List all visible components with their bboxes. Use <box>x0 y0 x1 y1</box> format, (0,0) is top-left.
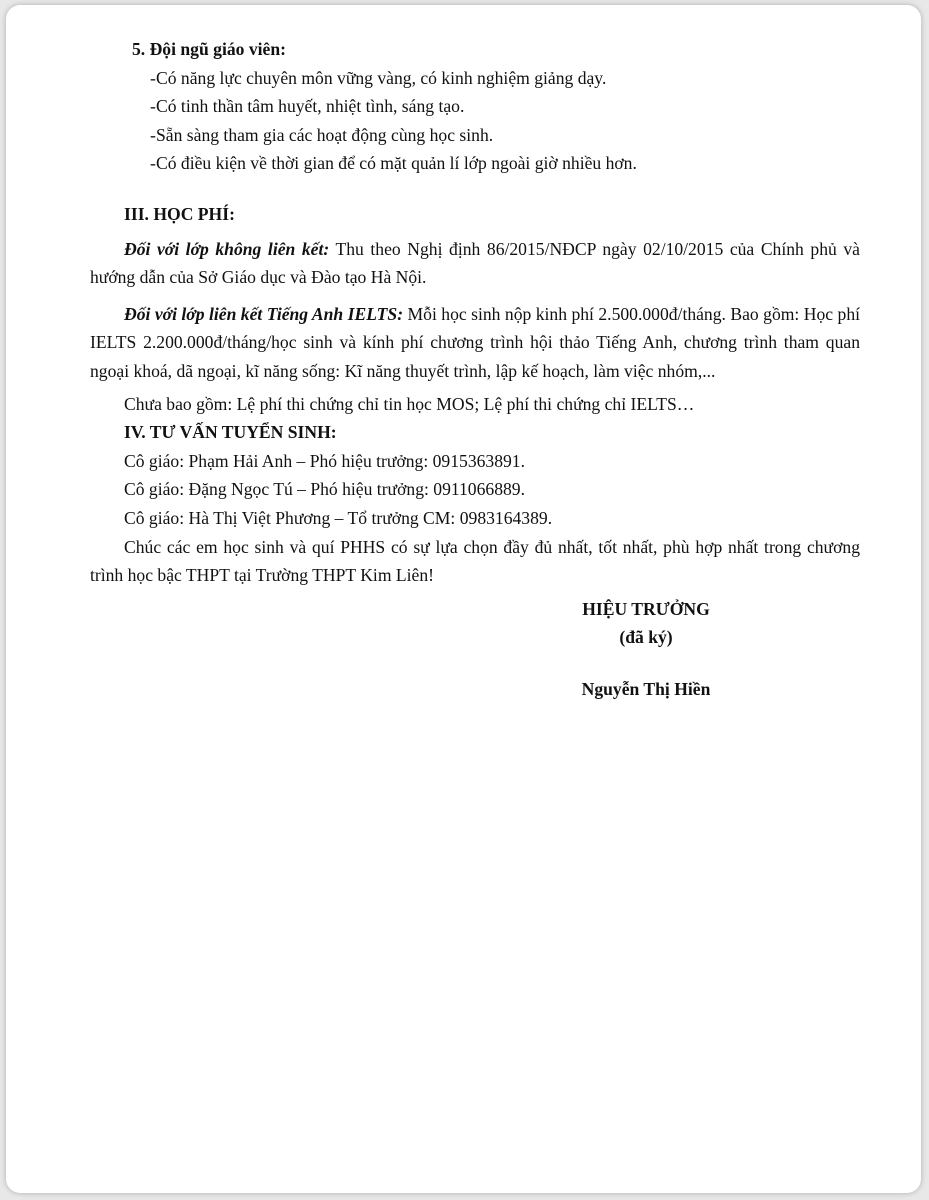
tuition-ielts-text: Mỗi học sinh nộp kinh phí 2.500.000đ/tháng. Bao gồm: Học phí IELTS 2.200.000đ/tháng/học sinh và kính phí chương trình hội thảo Tiếng Anh, chương trình tham quan ngoại khoá, dã ngoại, kĩ năng sống: Kĩ năng thuyết trình, lập kế hoạch, làm việc nhóm,... <box>90 303 861 381</box>
contact-line: Cô giáo: Phạm Hải Anh – Phó hiệu trưởng: 0915363891. <box>124 450 526 471</box>
section4-heading: IV. TƯ VẤN TUYỂN SINH: <box>124 422 337 443</box>
closing-paragraph: Chúc các em học sinh và quí PHHS có sự lựa chọn đầy đủ nhất, tốt nhất, phù hợp nhất trong chương trình học bậc THPT tại Trường THPT Kim Liên! <box>90 536 860 586</box>
document-page <box>6 5 921 1193</box>
section5-heading: 5. Đội ngũ giáo viên: <box>132 39 286 59</box>
dash-bullet: - <box>150 67 156 88</box>
dash-bullet: - <box>150 96 156 117</box>
list-item <box>90 92 860 121</box>
section3-heading: III. HỌC PHÍ: <box>124 203 235 224</box>
list-item <box>90 121 860 150</box>
signature-block <box>551 595 741 703</box>
list-item-text: Có năng lực chuyên môn vững vàng, có kinh nghiệm giảng dạy. <box>156 67 607 88</box>
tuition-excluded-note: Chưa bao gồm: Lệ phí thi chứng chỉ tin học MOS; Lệ phí thi chứng chỉ IELTS… <box>124 393 695 414</box>
tuition-non-linked-paragraph <box>90 235 860 292</box>
tuition-ielts-lead: Đối với lớp liên kết Tiếng Anh IELTS: <box>124 303 404 324</box>
signature-title: HIỆU TRƯỞNG <box>582 599 710 619</box>
list-item-text: Có tinh thần tâm huyết, nhiệt tình, sáng tạo. <box>156 96 465 117</box>
tuition-ielts-paragraph <box>90 300 860 386</box>
signer-name: Nguyễn Thị Hiền <box>581 679 711 699</box>
document-body <box>90 35 860 596</box>
dash-bullet: - <box>150 124 156 145</box>
list-item <box>90 64 860 93</box>
teacher-qualities-list <box>90 64 860 178</box>
list-item-text: Sẵn sàng tham gia các hoạt động cùng học sinh. <box>156 124 494 145</box>
contact-line: Cô giáo: Hà Thị Việt Phương – Tổ trưởng CM: 0983164389. <box>124 507 553 528</box>
tuition-non-linked-text: Thu theo Nghị định 86/2015/NĐCP ngày 02/10/2015 của Chính phủ và hướng dẫn của Sở Giáo dục và Đào tạo Hà Nội. <box>90 238 860 288</box>
contact-line: Cô giáo: Đặng Ngọc Tú – Phó hiệu trưởng: 0911066889. <box>124 479 525 500</box>
dash-bullet: - <box>150 153 156 174</box>
tuition-non-linked-lead: Đối với lớp không liên kết: <box>124 238 330 259</box>
list-item-text: Có điều kiện về thời gian để có mặt quản lí lớp ngoài giờ nhiều hơn. <box>156 153 637 174</box>
signature-status: (đã ký) <box>619 627 673 647</box>
list-item <box>90 149 860 178</box>
